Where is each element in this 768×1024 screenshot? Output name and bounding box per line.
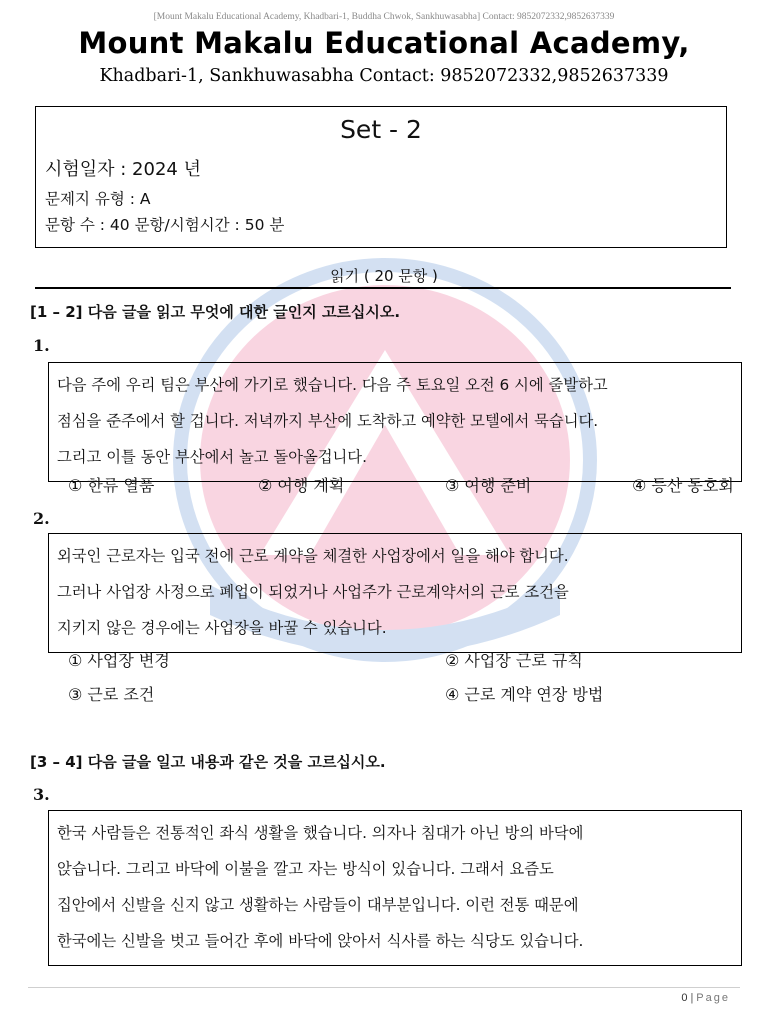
passage-line: 집안에서 신발을 신지 않고 생활하는 사람들이 대부분입니다. 이런 전통 때문에 <box>57 896 579 914</box>
answer-option[interactable]: ③ 여행 준비 <box>445 476 532 495</box>
question-count: 문항 수 : 40 문항/시험시간 : 50 분 <box>45 216 285 234</box>
answer-option[interactable]: ② 사업장 근로 규칙 <box>445 651 583 670</box>
passage-line: 다음 주에 우리 팀은 부산에 가기로 했습니다. 다음 주 토요일 오전 6 시에 줄발하고 <box>57 376 608 394</box>
passage-line: 점심을 준주에서 할 겁니다. 저녁까지 부산에 도착하고 예약한 모텔에서 묵습니다. <box>57 412 599 430</box>
page-number: 0 <box>681 992 688 1004</box>
section-header: 읽기 ( 20 문항 ) <box>330 267 438 285</box>
passage-line: 그러나 사업장 사정으로 폐업이 되었거나 사업주가 근로계약서의 근로 조건을 <box>57 583 569 601</box>
question-passage <box>48 810 742 966</box>
question-number: 3. <box>33 785 50 804</box>
page-word: Page <box>696 992 730 1004</box>
answer-option[interactable]: ① 한류 열품 <box>68 476 155 495</box>
answer-option[interactable]: ④ 등산 동호회 <box>632 476 734 495</box>
header-top-line: [Mount Makalu Educational Academy, Khadbari-1, Buddha Chwok, Sankhuwasabha] Contact: 9852072332,9852637339 <box>153 12 615 22</box>
passage-line: 지키지 않은 경우에는 사업장을 바꿀 수 있습니다. <box>57 619 387 637</box>
instruction-3-4: [3 – 4] 다음 글을 일고 내용과 같은 것을 고르십시오. <box>30 753 386 771</box>
answer-option[interactable]: ④ 근로 계약 연장 방법 <box>445 685 604 704</box>
passage-line: 한국에는 신발을 벗고 들어간 후에 바닥에 앉아서 식사를 하는 식당도 있습니다. <box>57 932 584 950</box>
school-name: Mount Makalu Educational Academy, <box>78 26 690 60</box>
answer-option[interactable]: ② 여행 계획 <box>258 476 345 495</box>
page-footer <box>681 992 730 1004</box>
exam-info-box <box>35 106 727 248</box>
set-title: Set - 2 <box>340 115 422 144</box>
question-number: 2. <box>33 509 50 528</box>
question-passage <box>48 362 742 482</box>
passage-line: 앉습니다. 그리고 바닥에 이불을 깔고 자는 방식이 있습니다. 그래서 요즘도 <box>57 860 554 878</box>
question-passage <box>48 533 742 653</box>
passage-line: 한국 사람들은 전통적인 좌식 생활을 했습니다. 의자나 침대가 아닌 방의 바닥에 <box>57 824 584 842</box>
exam-date: 시험일자 : 2024 년 <box>45 159 201 180</box>
question-number: 1. <box>33 336 50 355</box>
section-divider <box>35 287 731 289</box>
footer-separator: | <box>690 992 694 1004</box>
instruction-1-2: [1 – 2] 다음 글을 읽고 무엇에 대한 글인지 고르십시오. <box>30 303 401 321</box>
answer-option[interactable]: ③ 근로 조건 <box>68 685 155 704</box>
paper-type: 문제지 유형 : A <box>45 190 151 208</box>
answer-option[interactable]: ① 사업장 변경 <box>68 651 170 670</box>
passage-line: 그리고 이틀 동안 부산에서 놀고 돌아올겁니다. <box>57 448 367 466</box>
footer-divider <box>28 987 740 988</box>
school-address: Khadbari-1, Sankhuwasabha Contact: 9852072332,9852637339 <box>99 66 669 86</box>
passage-line: 외국인 근로자는 입국 전에 근로 계약을 체결한 사업장에서 일을 해야 합니다. <box>57 547 569 565</box>
